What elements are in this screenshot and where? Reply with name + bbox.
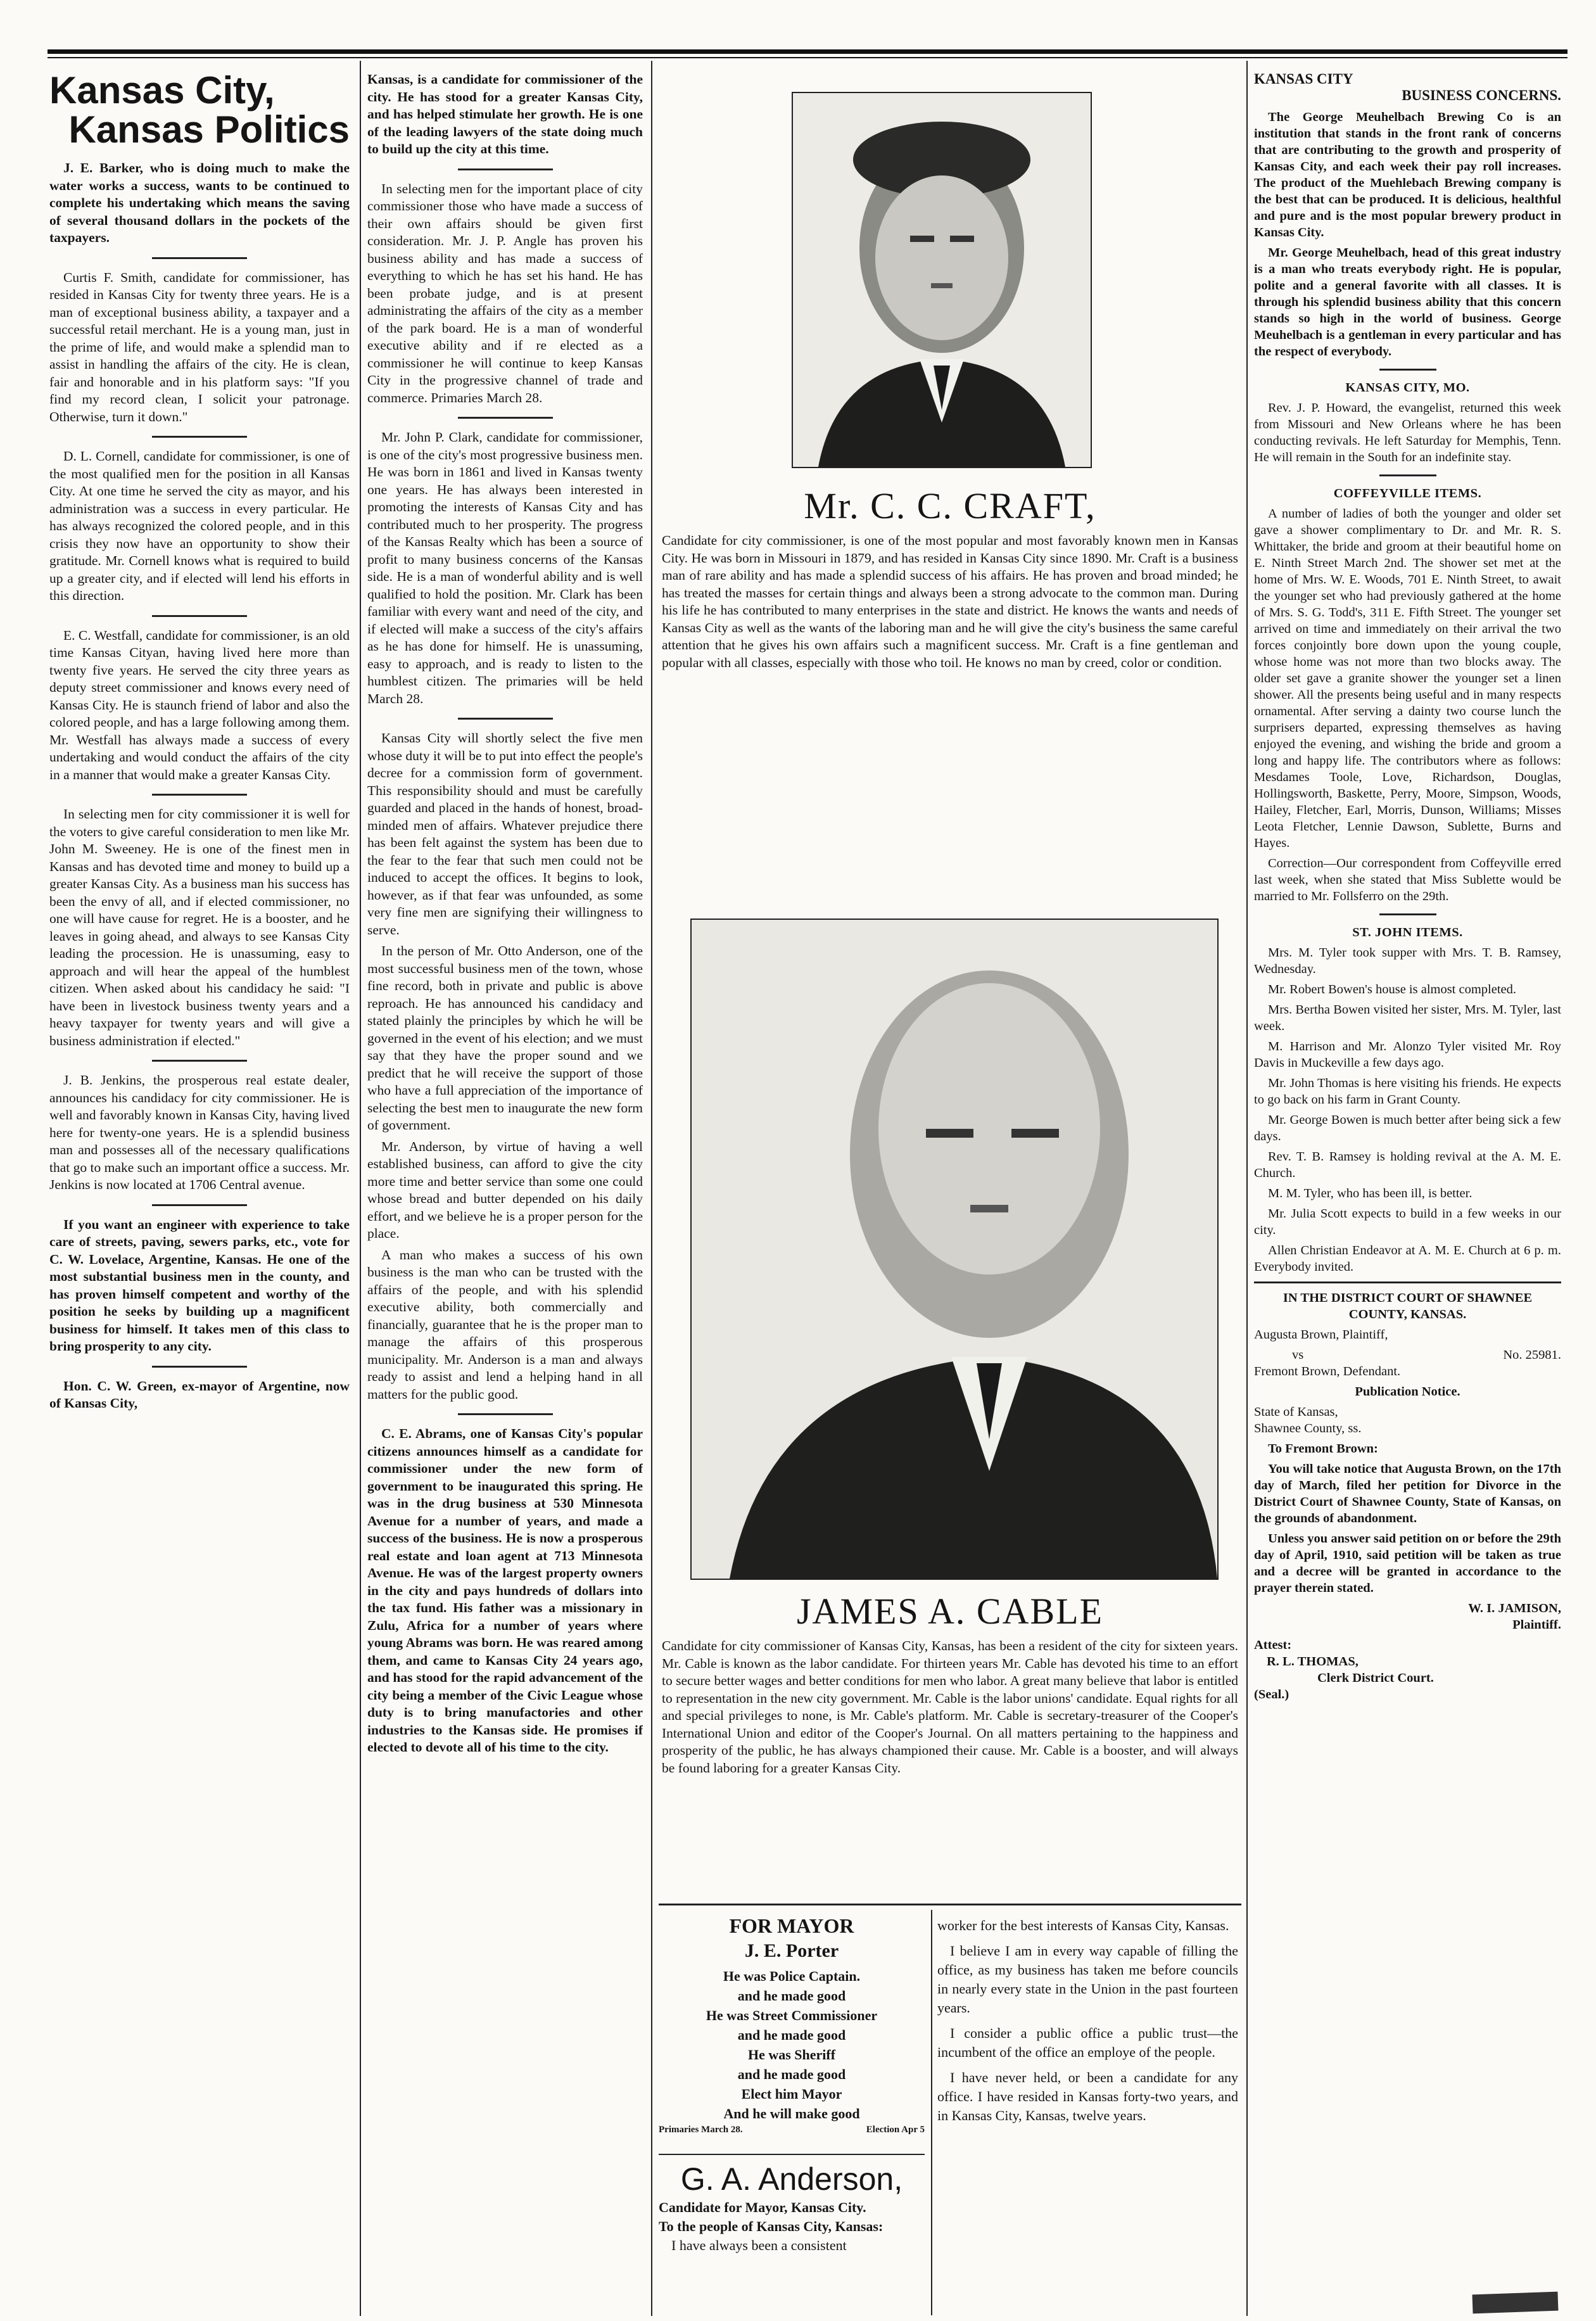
notice-text: You will take notice that Augusta Brown, on the 17th day of March, filed her petition for Divorce in the District Court of Shawnee County, State of Kansas, on the grounds of abandonment. [1254,1462,1561,1525]
porter-line: He was Street Commissioner [706,2007,878,2023]
cable-paragraph: Candidate for city commissioner of Kansas City, Kansas, has been a resident of the city for sixteen years. Mr. Cable is known as the labor candidate. For thirteen years Mr. Cable has devoted his time to an effort to secure better wages and better conditions for men who labor. A great many believe that labor is entitled to representation in the new city government. Mr. Cable is the labor unions' candidate. Equal rights for all and special privileges to none, is Mr. Cable's platform. Mr. Cable is secretary-treasurer of the Cooper's International Union and editor of the Cooper's Journal. On all matters pertaining to the happiness and prosperity of the public, he has always championed their cause. Mr. Cable is a booster, and will always be found laboring for a greater Kansas City. [662,1638,1238,1776]
court-plaintiff: Augusta Brown, Plaintiff, [1254,1328,1388,1342]
court-case-no: No. 25981. [1503,1348,1561,1362]
stjohn-item: Mr. George Bowen is much better after being sick a few days. [1254,1113,1561,1143]
anderson-cont-para: I consider a public office a public trust—the incumbent of the office an employe of the people. [937,2025,1238,2060]
anderson-cont-para: I believe I am in every way capable of filling the office, as my business has taken me before councils in nearly every state in the Union in the past fourteen years. [937,1943,1238,2016]
porter-line: And he will make good [723,2106,860,2121]
porter-primaries: Primaries March 28. [659,2125,743,2135]
article-clark: Mr. John P. Clark, candidate for commissioner, is one of the city's most progressive business men. He was born in 1861 and lived in Kansas twenty one years. He has always been interested in promoting the interests of Kansas City and has contributed much to her prosperity. The progress of the Kansas Realty which has been a source of profit to many business concerns of the Kansas side. He is a man of wonderful ability and is well qualified to hold the position. Mr. Clark has been familiar with every want and need of the city, and if elected will make a success of the city's affairs as he has done for himself. He is unassuming, easy to approach, and is ready to listen to the humblest citizen. The primaries will be held March 28. [367,429,643,706]
column-1 [49,71,350,2313]
court-defendant: Fremont Brown, Defendant. [1254,1364,1401,1378]
court-head: IN THE DISTRICT COURT OF SHAWNEE COUNTY, KANSAS. [1282,1291,1533,1321]
notice-state: State of Kansas, [1254,1405,1338,1419]
notice-head: Publication Notice. [1355,1385,1460,1399]
coffeyville-text: A number of ladies of both the younger and older set gave a shower complimentary to Dr. and Mr. R. S. Whittaker, the bride and groom at their beautiful home on E. Ninth Street March 2nd. The shower set met at the home of Mrs. W. E. Woods, 701 E. Ninth Street, to await the younger set who had previously gathered at the home of Mrs. S. G. Todd's, 311 E. Fifth Street. The younger set arrived on time and immediately on their arrival the two forces conjointly bore down upon the young couple, whose home was not more than two blocks away. The older set gave a granite shower the younger set a linen shower. All the presents being useful and in many respects ornamental. After serving a dainty two course lunch the surprisers departed, expressing themselves as having enjoyed the evening, and wishing the bride and groom a long and happy life. The contributors where as follows: Mesdames Toole, Love, Richardson, Douglas, Hollingsworth, Baskette, Perry, Moore, Simpson, Woods, Hailey, Fletcher, Earl, Morris, Dunson, Williams; Misses Leota Fletcher, Lennie Dawson, Sublette, Burns and Hayes. [1254,507,1561,850]
separator [1379,913,1436,915]
stjohn-item: Rev. T. B. Ramsey is holding revival at the A. M. E. Church. [1254,1150,1561,1180]
separator [152,1204,247,1206]
column-rule-1 [360,61,361,2316]
separator [152,1366,247,1368]
business-para: Mr. George Meuhelbach, head of this great industry is a man who treats everybody right. He is popular, polite and a general favorite with all classes. It is through his splendid business ability that this concern stands so high in the world of business. George Meuhelbach is a gentleman in every particular and has the respect of everybody. [1254,246,1561,359]
article-westfall: E. C. Westfall, candidate for commissioner, is an old time Kansas Cityan, having lived here more than twenty five years. He served the city three years as deputy street commissioner and knows every need of Kansas City. He is staunch friend of labor and also the colored people, and has a large following among them. Mr. Westfall has always made a success of every undertaking and would conduct the affairs of the city in a manner that would make a greater Kansas City. [49,627,350,782]
headline-line-2: Kansas Politics [68,108,350,151]
court-vs-row [1254,1347,1561,1363]
article-smith: Curtis F. Smith, candidate for commissioner, has resided in Kansas City for twenty three years. He is a man of exceptional business ability, a taxpayer and a successful retail merchant. He is a young man, just in the prime of life, and would make a splendid man to assist in handling the affairs of the city. He is clean, fair and honorable and in his platform says: "If you find my record clean, I solicit your patronage. Otherwise, turn it down." [49,269,350,424]
separator [458,169,553,170]
craft-paragraph: Candidate for city commissioner, is one of the most popular and most favorably known men in Kansas City. He was born in Missouri in 1879, and has resided in Kansas City since 1890. Mr. Craft is a business man of rare ability and has made a splendid success of his affairs. He has proven and broad minded; he has treated the masses for certain things and always been a strong advocate to the common man. During his life he has contributed to many enterprises in the state and district. He knows the wants and needs of Kansas City as well as the wants of the laboring man and he will give the city's business the same careful attention that he gives his own affairs such a magnificent success. Mr. Craft is a fine gentleman and popular with all classes, especially with those who toil. He knows no man by creed, color or condition. [662,533,1238,670]
article-angle: In selecting men for the important place of city commissioner those who have made a success of their own affairs should be given first consideration. Mr. J. P. Angle has proven his business ability and has made a success of everything to which he has set his hand. He has been probate judge, and is at present administrating the affairs of the city as a member of the park board. He is a man of wonderful executive ability and if re elected as a commissioner he will continue to keep Kansas City in the progressive channel of trade and commerce. Primaries March 28. [367,181,643,405]
stjohn-item: M. M. Tyler, who has been ill, is better. [1268,1186,1472,1200]
anderson-name: G. A. Anderson, [680,2161,903,2197]
article-anderson-2: Mr. Anderson, by virtue of having a well established business, can afford to give the city more time and better service than some one could whose bread and butter depended on his daily effort, and we believe he is a proper person for the place. [367,1138,643,1241]
mo-head: KANSAS CITY, MO. [1345,381,1470,395]
ad-anderson-cont [937,1916,1238,2315]
stjohn-item: Mr. Robert Bowen's house is almost completed. [1268,982,1517,996]
mo-text: Rev. J. P. Howard, the evangelist, returned this week from Missouri and New Orleans where he has been conducting revivals. He left Saturday for Memphis, Tenn. He will remain in the South for an indefinite stay. [1254,401,1561,464]
notice-text-2: Unless you answer said petition on or before the 29th day of April, 1910, said petition will be taken as true and a decree will be granted in accordance to the prayer therein stated. [1254,1532,1561,1595]
article-sweeney: In selecting men for city commissioner it is well for the voters to give careful consideration to men like Mr. John M. Sweeney. He is one of the finest men in Kansas and has devoted time and money to build up a greater Kansas City. As a business man his success has been the envy of all, and if elected commissioner, no one will have cause for regret. He is a booster, and he leaves in going ahead, and always to see Kansas City leading the procession. He is unassuming, easy to approach and will hear the appeal of the humblest citizen. When asked about his candidacy he said: "I have been in livestock business twenty years and a heavy taxpayer for twenty years and will give a business administration if elected." [49,806,350,1048]
headline-line-1: Kansas City, [49,71,275,111]
separator [458,1413,553,1415]
stjohn-item: Mr. John Thomas is here visiting his friends. He expects to go back on his farm in Grant County. [1254,1076,1561,1107]
ad-porter [659,1913,925,2154]
ad-divider-vert [931,1910,932,2315]
ink-smudge [1472,2292,1559,2314]
stjohn-item: Mr. Julia Scott expects to build in a few weeks in our city. [1254,1207,1561,1237]
porter-line: and he made good [737,2027,846,2043]
article-jenkins: J. B. Jenkins, the prosperous real estate dealer, announces his candidacy for city commissioner. He is well and favorably known in Kansas City, having lived here for twenty-one years. He is a splendid business man and possesses all of the necessary qualifications that go to make such an important office a success. Mr. Jenkins is now located at 1706 Central avenue. [49,1072,350,1192]
article-lovelace: If you want an engineer with experience to take care of streets, paving, sewers parks, etc., vote for C. W. Lovelace, Argentine, Kansas. He one of the most substantial business men in the county, and has proven himself competent and worthy of the position he seeks by building up a magnificent business for himself. It takes men of this class to bring prosperity to any city. [49,1216,350,1354]
separator [1379,369,1436,371]
article-abrams: C. E. Abrams, one of Kansas City's popular citizens announces himself as a candidate for commissioner under the new form of government to be inaugurated this spring. He was in the drug business at 530 Minnesota Avenue for a number of years, and made a success of the business. He is now a prosperous real estate and loan agent at 713 Minnesota Avenue. He was of the largest property owners in the city and pays hundreds of dollars into the tax fund. His father was a missionary in Zulu, Africa for a number of years where young Abrams was born. He was reared among them, and came to Kansas City 24 years ago, and has stood for the rapid advancement of the city being a member of the Civic League whose duty is to bring manufactories and other industries to the Kansas side. He promises if elected to devote all of his time to the city. [367,1426,643,1755]
separator [458,718,553,720]
porter-line: Elect him Mayor [741,2086,842,2102]
ad-divider-top [659,1904,1241,1905]
caption-cable: JAMES A. CABLE [796,1591,1103,1632]
porter-line: He was Sheriff [747,2047,836,2063]
notice-attest: Attest: [1254,1638,1292,1652]
article-green-cont: Kansas, is a candidate for commissioner of the city. He has stood for a greater Kansas City, and has helped stimulate her growth. He is one of the leading lawyers of the state doing much to build up the city at this time. [367,72,643,156]
notice-county: Shawnee County, ss. [1254,1421,1362,1435]
separator [152,794,247,796]
ad-divider-mid [659,2154,925,2155]
article-barker: J. E. Barker, who is doing much to make the water works a success, wants to be continued to complete his undertaking which means the saving of several thousand dollars in the pockets of the taxpayers. [49,160,350,245]
stjohn-item: Allen Christian Endeavor at A. M. E. Church at 6 p. m. Everybody invited. [1254,1243,1561,1274]
separator [152,1060,247,1062]
notice-clerk-role: Clerk District Court. [1317,1671,1434,1685]
top-rule-thin [48,57,1568,58]
top-rule [48,49,1568,54]
article-commission: Kansas City will shortly select the five men whose duty it will be to put into effect the people's decree for a commission form of government. This responsibility should and must be carefully guarded and placed in the hands of honest, broad-minded men of affairs. Whatever prejudice there has been felt against the system has been due to the fear to the fear that such men could not be induced to accept the offices. It begins to look, however, as if that fear was unfounded, as some very fine men are signifying their willingness to serve. [367,730,643,938]
business-para: The George Meuhelbach Brewing Co is an institution that stands in the front rank of concerns that are contributing to the growth and prosperity of Kansas City, and each week their pay roll increases. The product of the Muehlebach Brewing company is the best that can be produced. It is delicious, healthful and pure and is the most popular brewery product in Kansas City. [1254,110,1561,239]
anderson-cont-para: worker for the best interests of Kansas City, Kansas. [937,1917,1229,1933]
stjohn-item: M. Harrison and Mr. Alonzo Tyler visited Mr. Roy Davis in Muckeville a few days ago. [1254,1040,1561,1070]
article-anderson-1: In the person of Mr. Otto Anderson, one of the most successful business men of the town, whose fine record, both in private and public is above reproach. He has announced his candidacy and stated plainly the principles by which he will be governed in the event of his election; and we must say that they have the proper sound and we predict that he will receive the support of those who have a full appreciation of the importance of selecting the best men to inaugurate the new form of government. [367,943,643,1133]
separator [458,417,553,419]
caption-craft: Mr. C. C. CRAFT, [804,485,1096,526]
anderson-cont-para: I have never held, or been a candidate for any office. I have resided in Kansas forty-two years, and in Kansas City, Kansas, twelve years. [937,2070,1238,2123]
coffeyville-head: COFFEYVILLE ITEMS. [1333,486,1482,500]
separator [152,615,247,617]
ad-anderson [659,2160,925,2312]
column-2 [367,71,643,2313]
porter-line: He was Police Captain. [723,1968,861,1984]
notice-to: To Fremont Brown: [1268,1442,1378,1456]
porter-line: and he made good [737,1988,846,2004]
porter-line: and he made good [737,2066,846,2082]
notice-clerk: R. L. THOMAS, [1267,1655,1358,1669]
cable-photo-illustration [692,920,1217,1579]
stjohn-item: Mrs. Bertha Bowen visited her sister, Mrs. M. Tyler, last week. [1254,1003,1561,1033]
stjohn-item: Mrs. M. Tyler took supper with Mrs. T. B. Ramsey, Wednesday. [1254,946,1561,976]
separator [152,436,247,438]
column-rule-3 [1246,61,1248,2316]
business-head-2: BUSINESS CONCERNS. [1402,87,1561,103]
anderson-salutation: To the people of Kansas City, Kansas: [659,2218,884,2234]
notice-attorney-role: Plaintiff. [1512,1618,1561,1632]
anderson-tagline: Candidate for Mayor, Kansas City. [659,2199,866,2215]
article-anderson-3: A man who makes a success of his own business is the man who can be trusted with the affairs of the people, and with his splendid executive ability, both commercially and financially, guarantee that he is the proper man to manage the affairs of this prosperous municipality. Mr. Anderson is a man and always ready to assist and lend a helping hand in all matters for the public good. [367,1247,643,1402]
court-vs: vs [1292,1348,1304,1362]
coffeyville-text: Correction—Our correspondent from Coffeyville erred last week, when she stated that Miss Sublette would be married to Mr. Follsferro on the 29th. [1254,856,1561,903]
notice-seal: (Seal.) [1254,1688,1289,1701]
porter-election: Election Apr 5 [866,2125,925,2135]
porter-title: FOR MAYOR [729,1914,854,1937]
article-green-start: Hon. C. W. Green, ex-mayor of Argentine, now of Kansas City, [49,1378,350,1411]
anderson-body-start: I have always been a consistent [671,2237,847,2253]
portrait-cable [690,919,1219,1580]
porter-name: J. E. Porter [744,1940,839,1961]
article-cornell: D. L. Cornell, candidate for commissioner, is one of the most qualified men for the position in all Kansas City. At one time he served the city as mayor, and his administration was a success in every particular. He has always recognized the colored people, and in this crisis they now have an opportunity to show their gratitude. Mr. Cornell knows what is required to build up a greater city, and if elected will lend his efforts in this direction. [49,448,350,603]
column-rule-2 [651,61,652,2316]
craft-photo-illustration [793,93,1091,467]
headline [49,71,350,149]
separator [152,257,247,259]
separator [1379,474,1436,476]
portrait-craft [792,92,1092,468]
craft-text [662,532,1238,671]
separator [1254,1281,1561,1283]
cable-text [662,1637,1238,1777]
column-4 [1254,71,1561,2288]
stjohn-head: ST. JOHN ITEMS. [1352,925,1463,939]
notice-attorney: W. I. JAMISON, [1468,1601,1561,1615]
business-head-1: KANSAS CITY [1254,71,1353,87]
